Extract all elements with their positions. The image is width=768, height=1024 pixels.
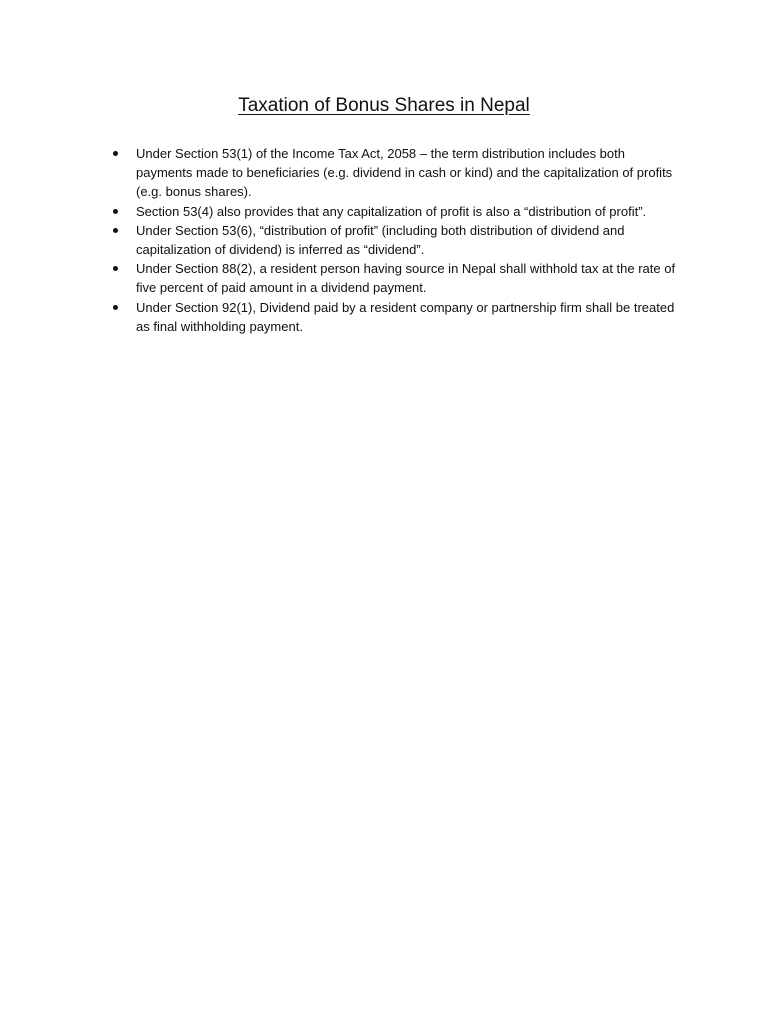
list-item-text: Under Section 92(1), Dividend paid by a resident company or partnership firm shall be treated as final withholding payment. — [136, 299, 675, 334]
bullet-icon — [113, 228, 118, 233]
list-item-text: Under Section 53(1) of the Income Tax Act, 2058 – the term distribution includes both payments made to beneficiaries (e.g. dividend in cash or kind) and the capitalization of profits (e.g. bonus shares). — [136, 146, 673, 200]
list-item — [110, 221, 682, 259]
document-title: Taxation of Bonus Shares in Nepal — [238, 95, 530, 116]
bullet-icon — [113, 209, 118, 214]
bullet-icon — [113, 151, 118, 156]
bullet-list — [110, 144, 682, 336]
list-item — [110, 298, 682, 336]
list-item-text: Under Section 88(2), a resident person having source in Nepal shall withhold tax at the rate of five percent of paid amount in a dividend payment. — [136, 261, 676, 296]
list-item-text: Section 53(4) also provides that any capitalization of profit is also a “distribution of profit”. — [136, 203, 647, 219]
list-item — [110, 202, 682, 221]
bullet-icon — [113, 266, 118, 271]
list-item — [110, 144, 682, 202]
list-item-text: Under Section 53(6), “distribution of profit” (including both distribution of dividend and capitalization of dividend) is inferred as “dividend”. — [136, 222, 625, 258]
list-item — [110, 259, 682, 297]
bullet-icon — [113, 305, 118, 310]
